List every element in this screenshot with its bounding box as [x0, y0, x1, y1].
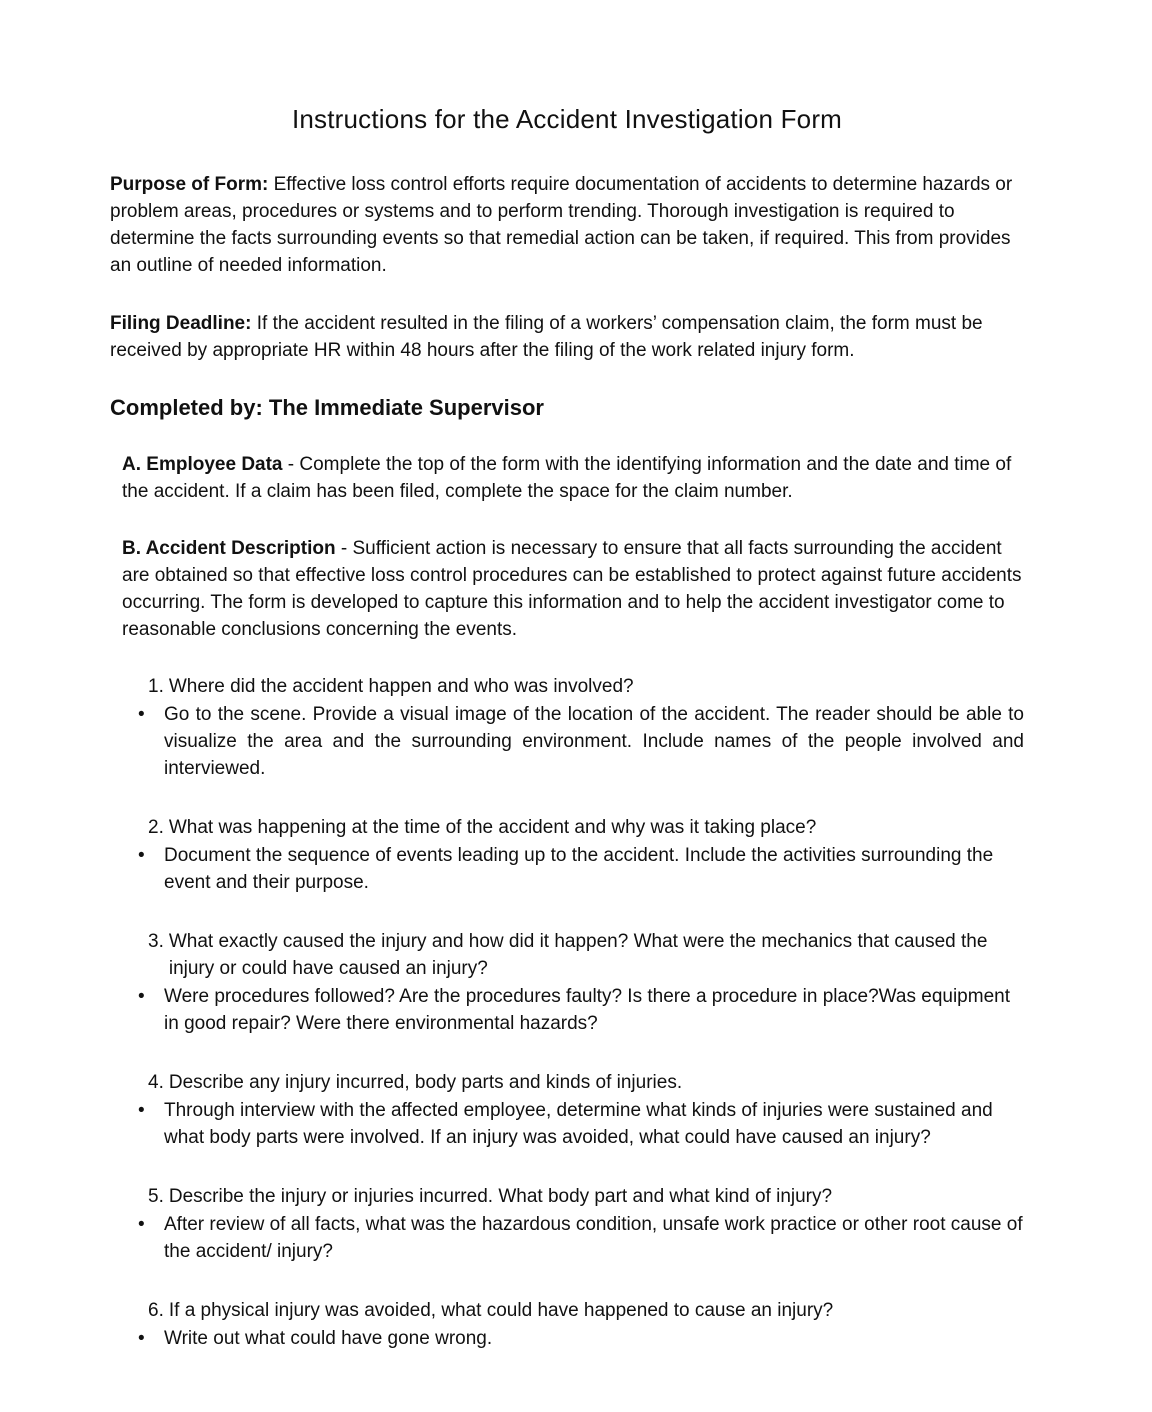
item-bullet [136, 701, 1024, 782]
filing-deadline-text: If the accident resulted in the filing of a workers’ compensation claim, the form must be received by appropriate HR within 48 hours after the filing of the work related injury form. [110, 313, 983, 361]
bullet-icon: • [138, 1100, 145, 1121]
section-b-label: B. Accident Description [122, 538, 336, 559]
completed-by-heading: Completed by: The Immediate Supervisor [110, 395, 544, 420]
item-number: 4. [148, 1072, 164, 1093]
list-item [136, 1069, 1024, 1151]
item-number: 5. [148, 1186, 164, 1207]
item-question [136, 1297, 1024, 1324]
bullet-text: Were procedures followed? Are the procedures faulty? Is there a procedure in place?Was equipment in good repair? Were there environmental hazards? [164, 986, 1010, 1034]
item-number: 3. [148, 931, 164, 952]
section-b-accident-description [122, 535, 1024, 643]
item-number: 2. [148, 817, 164, 838]
item-question [136, 673, 1024, 700]
item-question [136, 928, 1024, 982]
item-bullet [136, 1211, 1024, 1265]
purpose-label: Purpose of Form: [110, 174, 269, 195]
bullet-text: Through interview with the affected employee, determine what kinds of injuries were sustained and what body parts were involved. If an injury was avoided, what could have caused an injury? [164, 1100, 993, 1148]
section-a-label: A. Employee Data [122, 454, 283, 475]
section-a-employee-data [122, 451, 1024, 505]
item-bullet [136, 1097, 1024, 1151]
bullet-icon: • [138, 845, 145, 866]
list-item [136, 814, 1024, 896]
item-question [136, 1069, 1024, 1096]
bullet-icon: • [138, 986, 145, 1007]
purpose-paragraph [110, 171, 1024, 279]
item-question-text: What exactly caused the injury and how did it happen? What were the mechanics that caused the injury or could have caused an injury? [168, 931, 988, 979]
item-bullet [136, 842, 1024, 896]
bullet-icon: • [138, 1328, 145, 1349]
section-b-text: - Sufficient action is necessary to ensure that all facts surrounding the accident are obtained so that effective loss control procedures can be established to protect against future accidents occurring. The form is developed to capture this information and to help the accident investigator come to reasonable conclusions concerning the events. [122, 538, 1022, 640]
instruction-list [136, 673, 1024, 1352]
bullet-text: Document the sequence of events leading up to the accident. Include the activities surrounding the event and their purpose. [164, 845, 994, 893]
item-number: 1. [148, 676, 164, 697]
list-item [136, 928, 1024, 1037]
item-question [136, 814, 1024, 841]
item-question-text: Where did the accident happen and who was involved? [168, 676, 634, 697]
bullet-icon: • [138, 1214, 145, 1235]
item-bullet [136, 983, 1024, 1037]
bullet-text: Write out what could have gone wrong. [164, 1328, 493, 1349]
list-item [136, 673, 1024, 782]
item-question-text: What was happening at the time of the accident and why was it taking place? [168, 817, 817, 838]
item-bullet [136, 1325, 1024, 1352]
list-item [136, 1183, 1024, 1265]
item-question-text: Describe any injury incurred, body parts and kinds of injuries. [168, 1072, 683, 1093]
item-question [136, 1183, 1024, 1210]
bullet-icon: • [138, 704, 145, 725]
purpose-text: Effective loss control efforts require documentation of accidents to determine hazards or problem areas, procedures or systems and to perform trending. Thorough investigation is required to determine the facts surrounding events so that remedial action can be taken, if required. This from provides an outline of needed information. [110, 174, 1013, 276]
list-item [136, 1297, 1024, 1352]
bullet-text: After review of all facts, what was the hazardous condition, unsafe work practice or other root cause of the accident/ injury? [164, 1214, 1023, 1262]
item-number: 6. [148, 1300, 164, 1321]
section-a-text: - Complete the top of the form with the identifying information and the date and time of the accident. If a claim has been filed, complete the space for the claim number. [122, 454, 1012, 502]
filing-deadline-paragraph [110, 310, 1024, 364]
item-question-text: Describe the injury or injuries incurred. What body part and what kind of injury? [168, 1186, 833, 1207]
page-title: Instructions for the Accident Investigation Form [291, 104, 843, 134]
bullet-text: Go to the scene. Provide a visual image of the location of the accident. The reader should be able to visualize the area and the surrounding environment. Include names of the people involved and interviewed. [164, 704, 1024, 779]
item-question-text: If a physical injury was avoided, what could have happened to cause an injury? [168, 1300, 834, 1321]
filing-deadline-label: Filing Deadline: [110, 313, 252, 334]
